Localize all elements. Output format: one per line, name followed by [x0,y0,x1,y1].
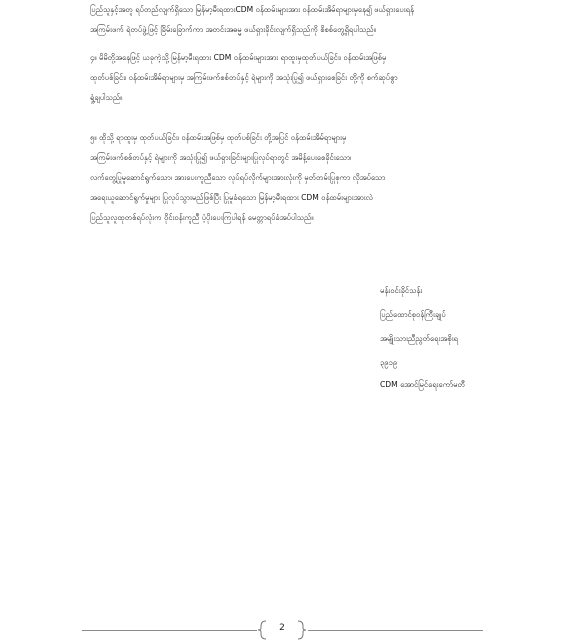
paragraph-line: ပြည်သူလူထုတစ်ရပ်လုံးက ဝိုင်းဝန်းကူညီ ပံ့ပိုးပေးကြပါရန် မေတ္တာရပ်ခံအပ်ပါသည်။ [90,213,314,222]
paragraph-line: ၅။ ထိုသို့ ရာထူးမှ ထုတ်ပယ်ခြင်း၊ ဝန်ထမ်းအဖြစ်မှ ထုတ်ပစ်ခြင်း တို့အပြင် ဝန်ထမ်းအိမ်ရာများမှ [90,133,347,142]
paragraph-line: ပြည်သူနှင့်အတူ ရပ်တည်လျက်ရှိသော မြန်မာ့မီးရထားCDM ဝန်ထမ်းများအား ဝန်ထမ်းအိမ်ရာများမှနေ၍ ဖယ်ရှားပေးရန် [90,5,414,14]
paragraph-5 [90,128,480,228]
paragraph-line: ၄။ မိမိတို့အနေဖြင့် ယခုကဲ့သို့ မြန်မာ့မီးရထား CDM ဝန်ထမ်းများအား ရာထူးမှထုတ်ပယ်ခြင်း၊ ဝန်ထမ်းအဖြစ်မှ [90,53,387,62]
footer-rule-left [82,630,257,631]
signatory-name: မန်းဝင်းခိုင်သန်း [380,286,423,295]
signatory-committee: CDM အောင်မြင်ရေးကော်မတီ [380,380,465,389]
paragraph-4 [90,48,480,108]
signatory-title: ပြည်ထောင်စုဝန်ကြီးချုပ် [380,310,446,319]
paragraph-line: အကြမ်းဖက်စစ်တပ်နှင့် ရဲများကို အသုံးပြု၍ ဖယ်ရှားခြင်းများပြုလုပ်ရာတွင် အမိန့်ပေးစေခိုင်းသော၊ [90,153,352,162]
paragraph-line: ရှုံ့ချပါသည်။ [90,93,123,102]
paragraph-line: အရေးယူဆောင်ရွက်မှုများ ပြုလုပ်သွားမည်ဖြစ်ပြီး ပြုမူခံရသော မြန်မာ့မီးရထား CDM ဝန်ထမ်းများအားလဲ [90,193,373,202]
paragraph-3-continuation [90,0,480,40]
paragraph-line: ထုတ်ပစ်ခြင်း၊ ဝန်ထမ်းအိမ်ရာများမှ အကြမ်းဖက်စစ်တပ်နှင့် ရဲများကို အသုံးပြု၍ ဖယ်ရှားစေခြင်း တို့ကို စက်ဆုပ်စွာ [90,73,398,82]
paragraph-line: လက်တွေ့ပြုမူဆောင်ရွက်သော၊ အားပေးကူညီသော လုပ်ရပ်လိုက်များအားလုံးကို မှတ်တမ်းပြုစုကာ လိုအပ်သော [90,173,386,182]
page-number: 2 [279,623,285,633]
page-number-frame [258,619,306,641]
signatory-organization: အမျိုးသားညီညွတ်ရေးအစိုးရ [380,334,458,343]
footer-rule-right [308,630,483,631]
paragraph-line: အကြမ်းဖက် ရဲတပ်ဖွဲ့ဖြင့် ခြိမ်းခြောက်ကာ အတင်းအဓမ္မ ဖယ်ရှားခိုင်းလျက်ရှိသည်ကို စိစစ်တွေ့ရှိရပါသည်။ [90,25,376,34]
signature-date: ၃၉၁၉ [380,358,398,367]
